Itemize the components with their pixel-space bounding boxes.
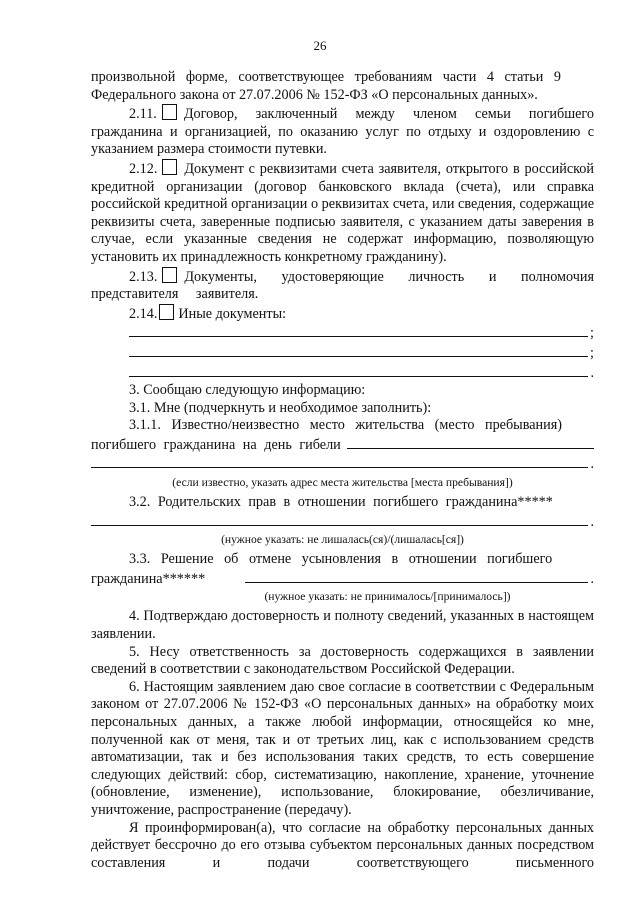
adoption-field[interactable] — [245, 569, 588, 583]
other-docs-line-2[interactable]: ; — [129, 343, 594, 363]
checkbox-2-11[interactable] — [162, 104, 177, 120]
section-3-1: 3.1. Мне (подчеркнуть и необходимое заполнить): — [129, 399, 432, 416]
checkbox-2-12[interactable] — [162, 159, 177, 175]
item-2-11 — [91, 104, 594, 159]
item-number: 2.13. — [129, 268, 158, 285]
section-3-heading: 3. Сообщаю следующую информацию: — [129, 382, 366, 399]
other-docs-line-3[interactable]: . — [129, 363, 594, 383]
paragraph-line-2: Федерального закона от 27.07.2006 № 152-ФЗ «О персональных данных». — [91, 86, 538, 103]
section-7: Я проинформирован(а), что согласие на обработку персональных данных действует бессрочно до его отзыва субъектом персональных данных посредством составления и подачи соответствующего письменного — [91, 819, 594, 871]
section-4: 4. Подтверждаю достоверность и полноту сведений, указанных в настоящем заявлении. — [91, 608, 594, 643]
residence-caption: (если известно, указать адрес места жительства [места пребывания]) — [172, 476, 513, 490]
section-3-1-1: 3.1.1. Известно/неизвестно место жительства (место пребывания) — [129, 417, 562, 434]
paragraph-line-1: произвольной форме, соответствующее требованиям части 4 статьи 9 — [91, 69, 561, 85]
other-docs-line-1[interactable]: ; — [129, 323, 594, 343]
residence-field[interactable] — [347, 435, 594, 449]
residence-field-row-2: . — [91, 454, 594, 474]
section-3-2: 3.2. Родительских прав в отношении погибшего гражданина***** — [129, 494, 553, 511]
section-3-3: 3.3. Решение об отмене усыновления в отношении погибшего — [129, 551, 553, 568]
item-text: Документ с реквизитами счета заявителя, открытого в российской кредитной организации (договор банковского вклада (счета), или справка российской кредитной организации о реквизитах счета, или сведения, содержащие реквизиты счета, заверенные подписью заявителя, с указанием даты заверения в случае, если указанные сведения не содержат информацию, позволяющую установить их принадлежность конкретному гражданину). — [91, 160, 594, 265]
item-text: Иные документы: — [178, 305, 287, 322]
adoption-row: гражданина****** . — [91, 570, 594, 587]
item-2-13 — [91, 267, 594, 304]
adoption-caption: (нужное указать: не принималось/[принималось]) — [264, 590, 511, 604]
section-5: 5. Несу ответственность за достоверность содержащихся в заявлении сведений в соответствии с законодательством Российской Федерации. — [91, 643, 594, 678]
item-2-14 — [91, 304, 594, 324]
item-2-12 — [91, 159, 594, 267]
item-text: Документы, удостоверяющие личность и полномочия представителя заявителя. — [91, 268, 594, 303]
item-number: 2.12. — [129, 160, 158, 177]
parental-rights-field[interactable] — [91, 512, 588, 526]
parental-rights-caption: (нужное указать: не лишалась(ся)/(лишалась[ся]) — [221, 533, 464, 547]
item-number: 2.14. — [129, 305, 158, 322]
residence-field-2[interactable] — [91, 454, 588, 468]
document-body — [91, 69, 594, 872]
checkbox-2-14[interactable] — [159, 304, 174, 320]
item-number: 2.11. — [129, 106, 157, 123]
page-number: 26 — [313, 38, 327, 53]
item-text: Договор, заключенный между членом семьи погибшего гражданина и организацией, по оказанию услуг по отдыху и оздоровлению с указанием размера стоимости путевки. — [91, 106, 594, 158]
residence-field-row: погибшего гражданина на день гибели — [91, 435, 594, 455]
parental-rights-row: . — [91, 512, 594, 532]
section-6: 6. Настоящим заявлением даю свое согласие в соответствии с Федеральным законом от 27.07.2006 № 152-ФЗ «О персональных данных» на обработку моих персональных данных, а также любой информации, относящейся ко мне, полученной как от меня, так и от третьих лиц, как с использованием средств автоматизации, так и без использования таких средств, то есть совершение следующих действий: сбор, систематизацию, накопление, хранение, уточнение (обновление, изменение), использование, блокирование, обезличивание, уничтожение, распространение (передачу). — [91, 678, 594, 818]
checkbox-2-13[interactable] — [162, 267, 177, 283]
